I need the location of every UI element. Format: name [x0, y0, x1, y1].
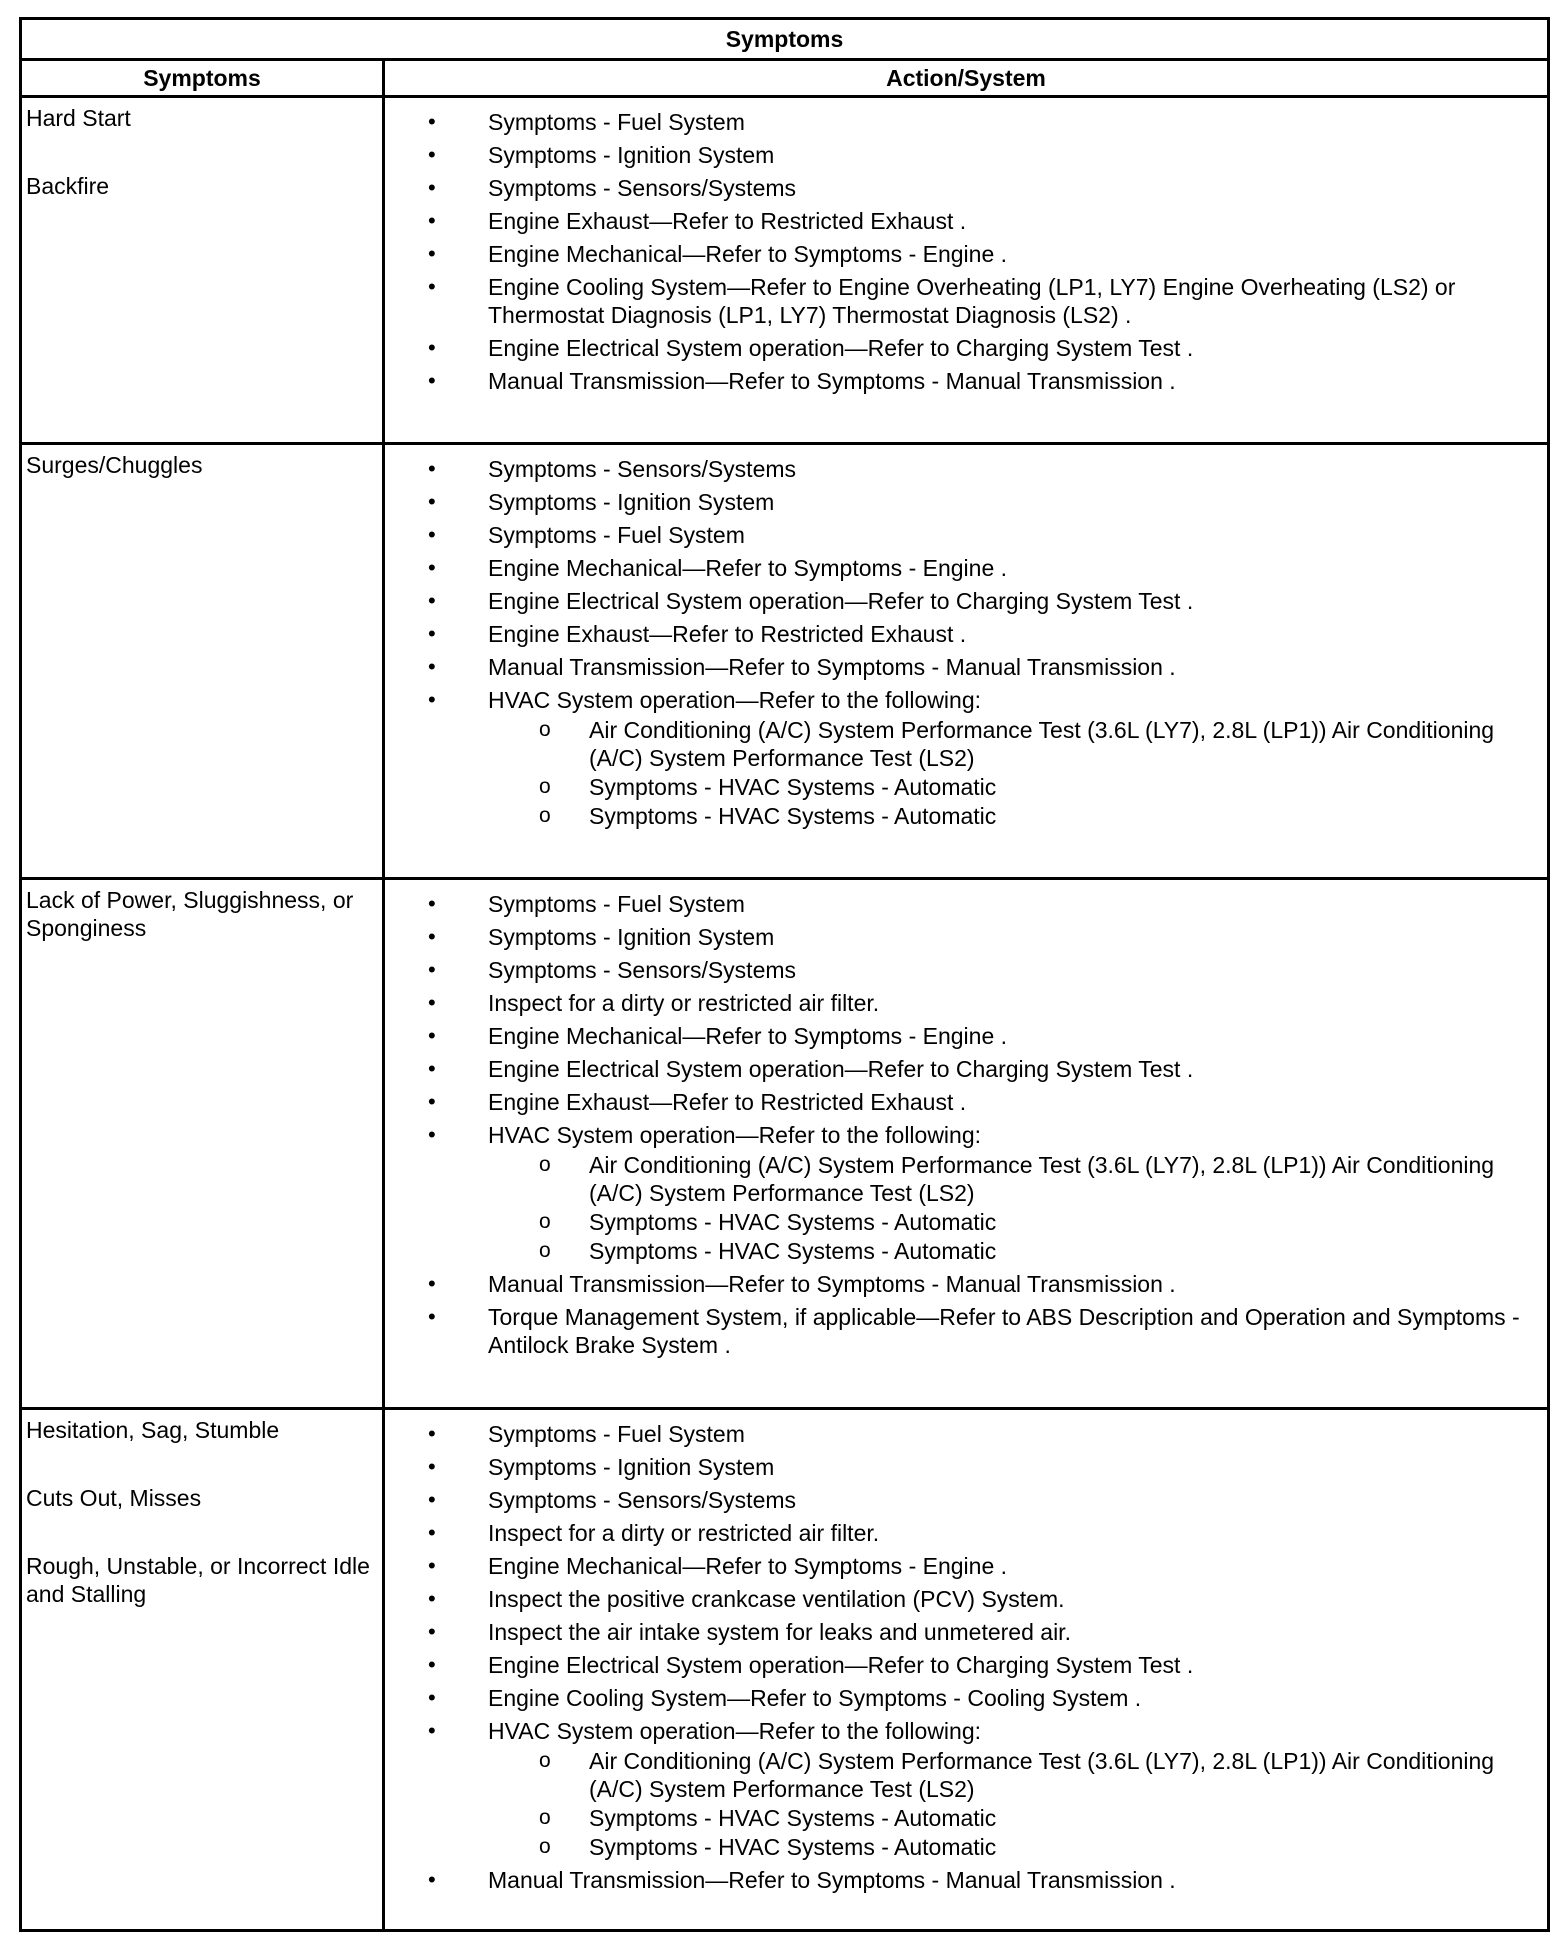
sub-action-item: o Air Conditioning (A/C) System Performance Test (3.6L (LY7), 2.8L (LP1)) Air Conditioning (A/C) System Performance Test (LS2) — [589, 1747, 1539, 1803]
action-text: Inspect the positive crankcase ventilation (PCV) System. — [488, 1586, 1065, 1612]
action-item — [488, 488, 1539, 516]
action-text: Engine Exhaust—Refer to Restricted Exhaust . — [488, 621, 967, 647]
action-list — [385, 890, 1539, 1359]
action-text: Engine Electrical System operation—Refer to Charging System Test . — [488, 1056, 1194, 1082]
action-text: Symptoms - Sensors/Systems — [488, 456, 797, 482]
sub-action-item: o Symptoms - HVAC Systems - Automatic — [589, 1804, 1539, 1832]
action-item — [488, 890, 1539, 918]
table-row — [21, 97, 1549, 444]
action-item — [488, 1420, 1539, 1448]
action-item — [488, 1717, 1539, 1861]
table-title-row — [21, 19, 1549, 60]
action-item — [488, 1866, 1539, 1894]
symptom-cell — [21, 879, 384, 1409]
action-item — [488, 1519, 1539, 1547]
action-list — [385, 1420, 1539, 1894]
action-text: Manual Transmission—Refer to Symptoms - Manual Transmission . — [488, 1271, 1176, 1297]
action-text: HVAC System operation—Refer to the following: — [488, 687, 982, 713]
symptom-cell — [21, 444, 384, 879]
action-item — [488, 956, 1539, 984]
action-item — [488, 1055, 1539, 1083]
action-text: Engine Exhaust—Refer to Restricted Exhaust . — [488, 208, 967, 234]
action-item — [488, 989, 1539, 1017]
symptom-label: Hard Start — [26, 105, 131, 131]
sub-action-item: o Symptoms - HVAC Systems - Automatic — [589, 802, 1539, 830]
action-text: Engine Cooling System—Refer to Symptoms - Cooling System . — [488, 1685, 1142, 1711]
action-item — [488, 653, 1539, 681]
action-text: Engine Cooling System—Refer to Engine Overheating (LP1, LY7) Engine Overheating (LS2) or Thermostat Diagnosis (LP1, LY7) Thermostat Diagnosis (LS2) . — [488, 274, 1456, 328]
symptom-label: Backfire — [26, 173, 110, 199]
action-text: Engine Mechanical—Refer to Symptoms - Engine . — [488, 1023, 1008, 1049]
sub-action-item: o Symptoms - HVAC Systems - Automatic — [589, 773, 1539, 801]
action-text: Symptoms - Ignition System — [488, 142, 775, 168]
action-text: Engine Mechanical—Refer to Symptoms - Engine . — [488, 555, 1008, 581]
action-cell — [384, 1409, 1549, 1931]
action-text: Symptoms - Ignition System — [488, 924, 775, 950]
sub-action-list — [488, 1747, 1539, 1861]
action-text: Manual Transmission—Refer to Symptoms - Manual Transmission . — [488, 654, 1176, 680]
action-text: Engine Electrical System operation—Refer to Charging System Test . — [488, 1652, 1194, 1678]
action-text: Manual Transmission—Refer to Symptoms - Manual Transmission . — [488, 368, 1176, 394]
action-item — [488, 1552, 1539, 1580]
table-header-row — [21, 60, 1549, 97]
action-item — [488, 207, 1539, 235]
action-text: HVAC System operation—Refer to the following: — [488, 1122, 982, 1148]
action-item — [488, 240, 1539, 268]
table-row — [21, 879, 1549, 1409]
symptom-label: Hesitation, Sag, Stumble — [26, 1417, 280, 1443]
action-list — [385, 455, 1539, 830]
action-text: Engine Electrical System operation—Refer to Charging System Test . — [488, 335, 1194, 361]
action-item — [488, 686, 1539, 830]
action-list — [385, 108, 1539, 395]
action-item — [488, 273, 1539, 329]
action-text: Engine Mechanical—Refer to Symptoms - Engine . — [488, 1553, 1008, 1579]
sub-action-list — [488, 716, 1539, 830]
action-item — [488, 367, 1539, 395]
symptom-label: Surges/Chuggles — [26, 452, 203, 478]
action-item — [488, 923, 1539, 951]
column-header-symptoms: Symptoms — [21, 60, 384, 97]
symptom-label: Cuts Out, Misses — [26, 1485, 202, 1511]
action-item — [488, 554, 1539, 582]
action-text: Symptoms - Fuel System — [488, 522, 745, 548]
action-text: Symptoms - Fuel System — [488, 109, 745, 135]
table-row — [21, 444, 1549, 879]
action-item — [488, 108, 1539, 136]
table-body — [21, 97, 1549, 1931]
action-text: Inspect for a dirty or restricted air filter. — [488, 990, 880, 1016]
action-text: HVAC System operation—Refer to the following: — [488, 1718, 982, 1744]
action-text: Symptoms - Ignition System — [488, 489, 775, 515]
symptom-cell — [21, 97, 384, 444]
action-item — [488, 1651, 1539, 1679]
action-item — [488, 521, 1539, 549]
action-item — [488, 1088, 1539, 1116]
action-text: Inspect the air intake system for leaks and unmetered air. — [488, 1619, 1071, 1645]
action-item — [488, 1303, 1539, 1359]
symptom-label: Rough, Unstable, or Incorrect Idle and Stalling — [26, 1553, 370, 1607]
action-cell — [384, 444, 1549, 879]
sub-action-list — [488, 1151, 1539, 1265]
sub-action-item: o Symptoms - HVAC Systems - Automatic — [589, 1833, 1539, 1861]
action-item — [488, 334, 1539, 362]
action-item — [488, 1121, 1539, 1265]
action-text: Symptoms - Sensors/Systems — [488, 1487, 797, 1513]
action-text: Symptoms - Fuel System — [488, 891, 745, 917]
action-text: Engine Mechanical—Refer to Symptoms - Engine . — [488, 241, 1008, 267]
action-item — [488, 1453, 1539, 1481]
action-item — [488, 587, 1539, 615]
table-row — [21, 1409, 1549, 1931]
action-text: Inspect for a dirty or restricted air filter. — [488, 1520, 880, 1546]
action-text: Symptoms - Ignition System — [488, 1454, 775, 1480]
action-item — [488, 1270, 1539, 1298]
action-item — [488, 1618, 1539, 1646]
symptoms-table — [19, 17, 1550, 1932]
action-text: Engine Exhaust—Refer to Restricted Exhaust . — [488, 1089, 967, 1115]
action-text: Symptoms - Fuel System — [488, 1421, 745, 1447]
action-item — [488, 1486, 1539, 1514]
action-text: Torque Management System, if applicable—Refer to ABS Description and Operation and Symptoms - Antilock Brake System . — [488, 1304, 1520, 1358]
symptoms-document — [19, 17, 1550, 1932]
action-item — [488, 1585, 1539, 1613]
action-text: Symptoms - Sensors/Systems — [488, 175, 797, 201]
action-item — [488, 141, 1539, 169]
action-cell — [384, 879, 1549, 1409]
action-cell — [384, 97, 1549, 444]
action-item — [488, 1684, 1539, 1712]
column-header-action-system: Action/System — [384, 60, 1549, 97]
action-text: Engine Electrical System operation—Refer to Charging System Test . — [488, 588, 1194, 614]
action-text: Manual Transmission—Refer to Symptoms - Manual Transmission . — [488, 1867, 1176, 1893]
table-title: Symptoms — [21, 19, 1549, 60]
symptom-label: Lack of Power, Sluggishness, or Sponginess — [26, 887, 354, 941]
sub-action-item: o Symptoms - HVAC Systems - Automatic — [589, 1208, 1539, 1236]
action-item — [488, 174, 1539, 202]
sub-action-item: o Symptoms - HVAC Systems - Automatic — [589, 1237, 1539, 1265]
action-item — [488, 620, 1539, 648]
action-item — [488, 1022, 1539, 1050]
sub-action-item: o Air Conditioning (A/C) System Performance Test (3.6L (LY7), 2.8L (LP1)) Air Conditioning (A/C) System Performance Test (LS2) — [589, 716, 1539, 772]
symptom-cell — [21, 1409, 384, 1931]
sub-action-item: o Air Conditioning (A/C) System Performance Test (3.6L (LY7), 2.8L (LP1)) Air Conditioning (A/C) System Performance Test (LS2) — [589, 1151, 1539, 1207]
action-item — [488, 455, 1539, 483]
action-text: Symptoms - Sensors/Systems — [488, 957, 797, 983]
